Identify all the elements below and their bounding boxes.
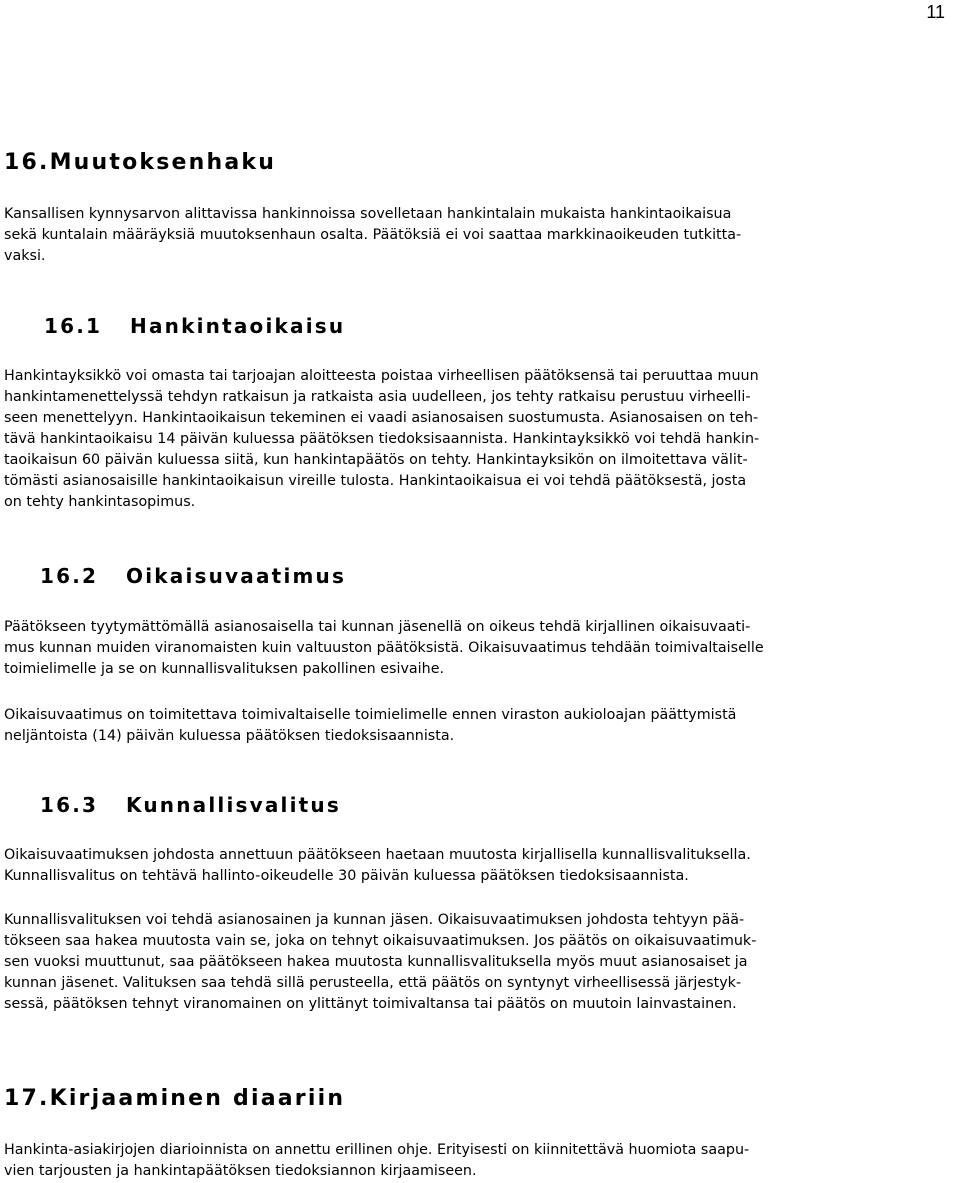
section-number: 16.2 xyxy=(40,564,99,588)
text-line: kunnan jäsenet. Valituksen saa tehdä sillä perusteella, että päätös on syntynyt virheellisessä järjestyk- xyxy=(4,975,742,991)
text-line: sekä kuntalain määräyksiä muutoksenhaun osalta. Päätöksiä ei voi saattaa markkinaoikeuden tutkitta- xyxy=(4,227,742,243)
section-16-1-paragraph xyxy=(4,366,956,513)
text-line: neljäntoista (14) päivän kuluessa päätöksen tiedoksisaannista. xyxy=(4,728,455,744)
text-line: on tehty hankintasopimus. xyxy=(4,494,196,510)
text-line: mus kunnan muiden viranomaisten kuin valtuuston päätöksistä. Oikaisuvaatimus tehdään toimivaltaiselle xyxy=(4,640,764,656)
text-line: taoikaisun 60 päivän kuluessa siitä, kun hankintapäätös on tehty. Hankintayksikön on ilmoitettava välit- xyxy=(4,452,748,468)
text-line: Päätökseen tyytymättömällä asianosaisella tai kunnan jäsenellä on oikeus tehdä kirjallinen oikaisuvaati- xyxy=(4,619,751,635)
text-line: sessä, päätöksen tehnyt viranomainen on ylittänyt toimivaltansa tai päätös on muutoin lainvastainen. xyxy=(4,996,737,1012)
section-16-3-paragraph-2 xyxy=(4,910,956,1015)
text-line: tömästi asianosaisille hankintaoikaisun vireille tulosta. Hankintaoikaisua ei voi tehdä päätöksestä, josta xyxy=(4,473,747,489)
text-line: Kunnallisvalitus on tehtävä hallinto-oikeudelle 30 päivän kuluessa päätöksen tiedoksisaannista. xyxy=(4,868,689,884)
section-number: 16.3 xyxy=(40,793,99,817)
text-line: Kunnallisvalituksen voi tehdä asianosainen ja kunnan jäsen. Oikaisuvaatimuksen johdosta tehtyyn pää- xyxy=(4,912,745,928)
section-16-3-paragraph-1 xyxy=(4,845,956,887)
section-17-heading: 17.Kirjaaminen diaariin xyxy=(4,1086,346,1111)
section-number: 16.1 xyxy=(44,314,103,338)
text-line: tävä hankintaoikaisu 14 päivän kuluessa päätöksen tiedoksisaannista. Hankintayksikkö voi tehdä hankin- xyxy=(4,431,760,447)
text-line: vaksi. xyxy=(4,248,46,264)
text-line: toimielimelle ja se on kunnallisvalituksen pakollinen esivaihe. xyxy=(4,661,445,677)
text-line: Hankintayksikkö voi omasta tai tarjoajan aloitteesta poistaa virheellisen päätöksensä tai peruuttaa muun xyxy=(4,368,759,384)
text-line: Oikaisuvaatimus on toimitettava toimivaltaiselle toimielimelle ennen viraston aukioloajan päättymistä xyxy=(4,707,737,723)
section-title: Hankintaoikaisu xyxy=(130,314,346,338)
text-line: tökseen saa hakea muutosta vain se, joka on tehnyt oikaisuvaatimuksen. Jos päätös on oikaisuvaatimuk- xyxy=(4,933,757,949)
section-16-heading: 16.Muutoksenhaku xyxy=(4,150,277,175)
section-16-2-paragraph-2 xyxy=(4,705,956,747)
text-line: vien tarjousten ja hankintapäätöksen tiedoksiannon kirjaamiseen. xyxy=(4,1163,477,1179)
section-16-2-paragraph-1 xyxy=(4,617,956,680)
section-title: Kunnallisvalitus xyxy=(126,793,341,817)
text-line: Hankinta-asiakirjojen diarioinnista on annettu erillinen ohje. Erityisesti on kiinnitettävä huomiota saapu- xyxy=(4,1142,750,1158)
text-line: Kansallisen kynnysarvon alittavissa hankinnoissa sovelletaan hankintalain mukaista hankintaoikaisua xyxy=(4,206,732,222)
section-title: Oikaisuvaatimus xyxy=(126,564,347,588)
text-line: Oikaisuvaatimuksen johdosta annettuun päätökseen haetaan muutosta kirjallisella kunnallisvalituksella. xyxy=(4,847,751,863)
page-number: 11 xyxy=(926,2,945,22)
text-line: seen menettelyyn. Hankintaoikaisun tekeminen ei vaadi asianosaisen suostumusta. Asianosaisen on teh- xyxy=(4,410,759,426)
section-17-paragraph xyxy=(4,1140,956,1182)
section-16-3-heading xyxy=(40,793,341,817)
section-16-intro xyxy=(4,204,956,267)
section-16-1-heading xyxy=(44,314,345,338)
text-line: hankintamenettelyssä tehdyn ratkaisun ja ratkaista asia uudelleen, jos tehty ratkaisu perustuu virheelli- xyxy=(4,389,751,405)
text-line: sen vuoksi muuttunut, saa päätökseen hakea muutosta kunnallisvalituksella myös muut asianosaiset ja xyxy=(4,954,748,970)
section-16-2-heading xyxy=(40,564,346,588)
